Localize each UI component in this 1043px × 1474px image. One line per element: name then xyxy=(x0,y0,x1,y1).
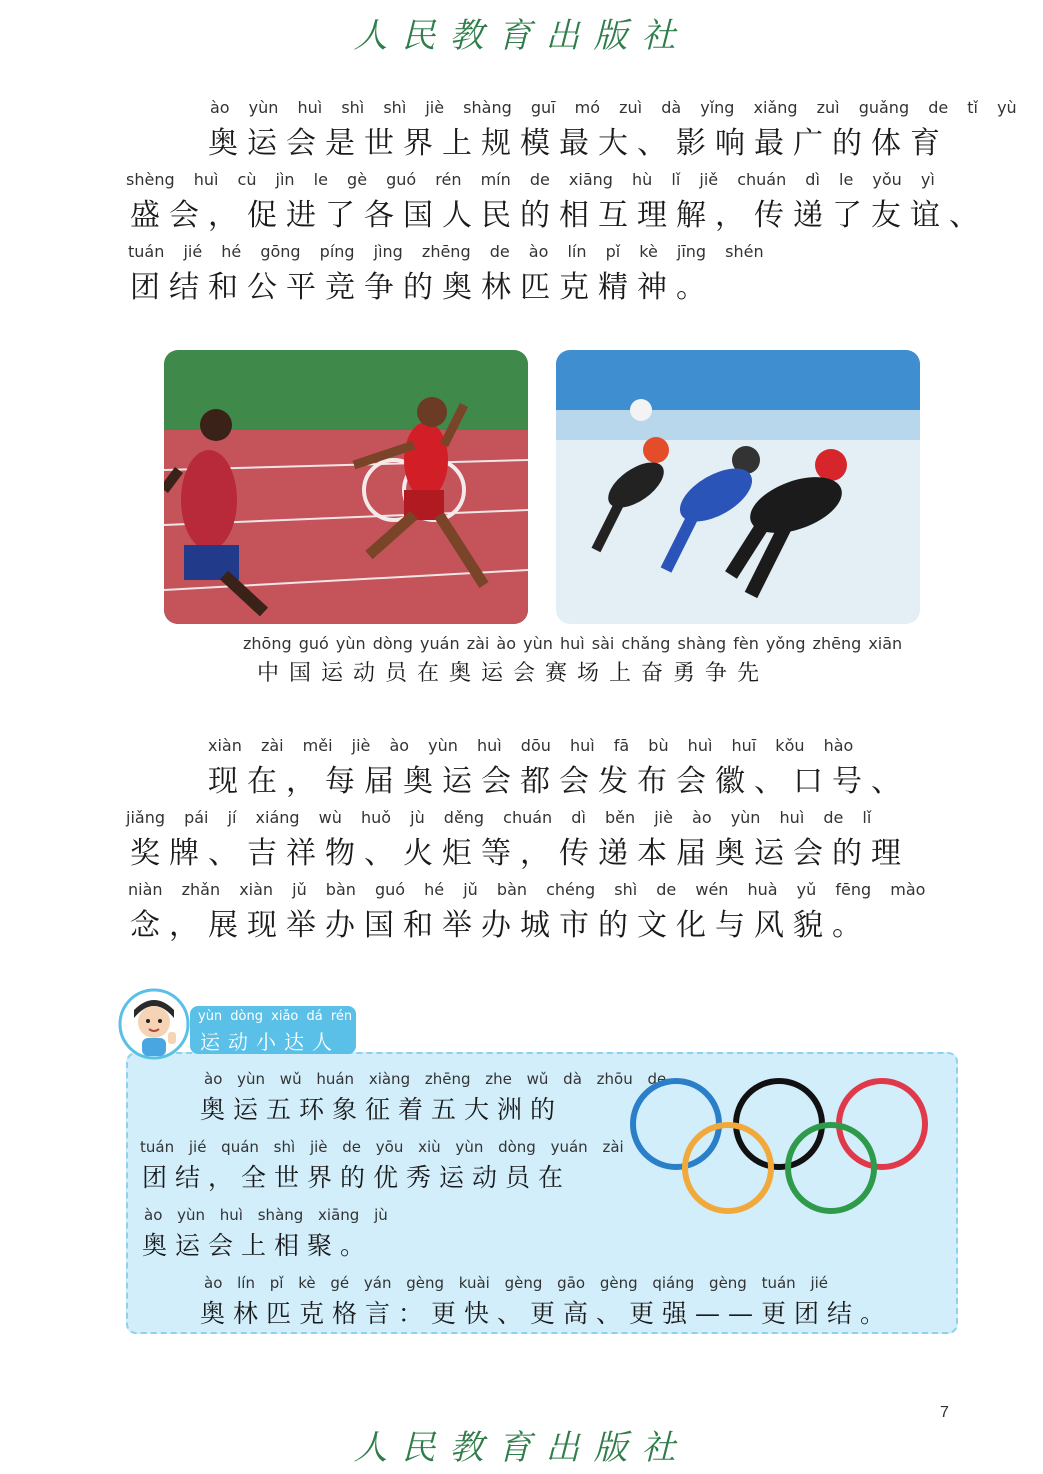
publisher-logo-bottom: 人民教育出版社 xyxy=(353,1428,690,1468)
text-line xyxy=(120,736,970,808)
section-tag-pinyin: yùn dòng xiǎo dá rén xyxy=(198,1009,353,1024)
caption-text: 中国运动员在奥运会赛场上奋勇争先 xyxy=(257,661,770,686)
pinyin-line: xiàn zài měi jiè ào yùn huì dōu huì fā bù huì huī kǒu hào xyxy=(208,736,854,755)
paragraph-intro xyxy=(120,98,1017,314)
pinyin-line: ào yùn huì shàng xiāng jù xyxy=(144,1206,388,1224)
section-tag xyxy=(190,1006,356,1054)
sprint-race-photo xyxy=(164,350,528,624)
mascot-boy-thumbs-up-icon xyxy=(118,988,190,1060)
text-line xyxy=(120,98,1017,170)
caption-pinyin: zhōng guó yùn dòng yuán zài ào yùn huì sài chǎng shàng fèn yǒng zhēng xiān xyxy=(243,634,903,653)
text-line xyxy=(120,242,970,314)
publisher-logo-top: 人民教育出版社 xyxy=(353,16,690,56)
text-line xyxy=(128,1274,978,1342)
hanzi-line: 奥运五环象征着五大洲的 xyxy=(200,1095,564,1124)
hanzi-line: 念，展现举办国和举办城市的文化与风貌。 xyxy=(130,908,871,943)
hanzi-line: 现在，每届奥运会都会发布会徽、口号、 xyxy=(208,764,910,799)
pinyin-line: niàn zhǎn xiàn jǔ bàn guó hé jǔ bàn chéng shì de wén huà yǔ fēng mào xyxy=(128,880,926,899)
text-line xyxy=(120,808,970,880)
pinyin-line: shèng huì cù jìn le gè guó rén mín de xiāng hù lǐ jiě chuán dì le yǒu yì xyxy=(126,170,935,189)
hanzi-line: 奥林匹克格言：更快、更高、更强——更团结。 xyxy=(200,1299,894,1328)
section-tag-title: 运动小达人 xyxy=(200,1030,340,1054)
pinyin-line: ào yùn wǔ huán xiàng zhēng zhe wǔ dà zhōu de xyxy=(204,1070,667,1088)
pinyin-line: jiǎng pái jí xiáng wù huǒ jù děng chuán dì běn jiè ào yùn huì de lǐ xyxy=(126,808,872,827)
page-number: 7 xyxy=(940,1404,949,1421)
pinyin-line: ào yùn huì shì shì jiè shàng guī mó zuì dà yǐng xiǎng zuì guǎng de tǐ yù xyxy=(210,98,1017,117)
hanzi-line: 奥运会上相聚。 xyxy=(142,1231,374,1260)
hanzi-line: 盛会，促进了各国人民的相互理解，传递了友谊、 xyxy=(130,198,988,233)
speed-skating-photo xyxy=(556,350,920,624)
hanzi-line: 团结，全世界的优秀运动员在 xyxy=(142,1163,572,1192)
hanzi-line: 团结和公平竞争的奥林匹克精神。 xyxy=(130,270,715,305)
pinyin-line: tuán jié hé gōng píng jìng zhēng de ào lín pǐ kè jīng shén xyxy=(128,242,764,261)
pinyin-line: tuán jié quán shì jiè de yōu xiù yùn dòng yuán zài xyxy=(140,1138,624,1156)
text-line xyxy=(128,1206,978,1274)
hanzi-line: 奥运会是世界上规模最大、影响最广的体育 xyxy=(208,126,949,161)
paragraph-emblems xyxy=(120,736,970,952)
text-line xyxy=(120,880,970,952)
olympic-rings-icon xyxy=(628,1076,930,1216)
text-line xyxy=(120,170,988,242)
pinyin-line: ào lín pǐ kè gé yán gèng kuài gèng gāo gèng qiáng gèng tuán jié xyxy=(204,1274,829,1292)
hanzi-line: 奖牌、吉祥物、火炬等，传递本届奥运会的理 xyxy=(130,836,910,871)
